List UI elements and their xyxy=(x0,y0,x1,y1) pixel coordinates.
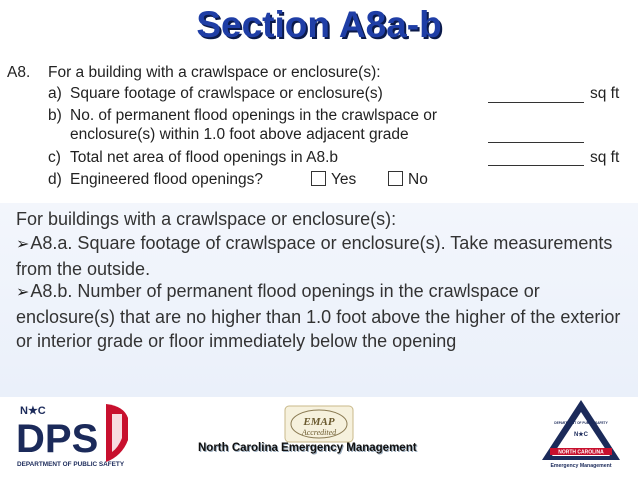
form-item-d-letter: d) xyxy=(48,171,62,188)
bullet-a8b xyxy=(16,279,631,353)
emap-accredited-logo xyxy=(284,405,354,443)
bullet-a8a-text: A8.a. Square footage of crawlspace or enclosure(s). Take measurements from the outside. xyxy=(16,233,613,279)
slide-title: Section A8a-b xyxy=(196,4,442,45)
bullet-arrow-icon: ➢ xyxy=(16,236,30,253)
yes-checkbox[interactable] xyxy=(311,171,326,186)
form-number: A8. xyxy=(7,64,31,81)
dps-logo-state: N★C xyxy=(20,405,46,417)
form-excerpt xyxy=(0,58,638,198)
form-item-c-unit: sq ft xyxy=(590,149,620,166)
form-item-c-letter: c) xyxy=(48,149,61,166)
yes-option[interactable] xyxy=(311,171,356,189)
bullet-arrow-icon: ➢ xyxy=(16,284,30,301)
content-panel xyxy=(0,203,638,397)
triangle-logo-state: N★C xyxy=(573,432,589,438)
form-item-d-text: Engineered flood openings? xyxy=(70,171,264,188)
form-item-b-text-2: enclosure(s) within 1.0 foot above adjacent grade xyxy=(70,126,409,143)
no-label: No xyxy=(408,171,428,188)
footer-org-text: North Carolina Emergency Management xyxy=(198,442,417,454)
form-heading: For a building with a crawlspace or enclosure(s): xyxy=(48,64,381,81)
form-item-a-unit: sq ft xyxy=(590,85,620,102)
dps-logo-letters: DPS xyxy=(16,417,99,461)
nc-emergency-management-logo xyxy=(540,398,622,470)
no-checkbox[interactable] xyxy=(388,171,403,186)
triangle-logo-ring-text: DEPARTMENT OF PUBLIC SAFETY xyxy=(554,421,608,425)
dps-logo xyxy=(14,400,132,470)
form-item-a-line xyxy=(488,102,584,103)
bullet-a8a xyxy=(16,231,631,281)
form-item-a-letter: a) xyxy=(48,85,62,102)
form-item-c-line xyxy=(488,165,584,166)
emap-seal-subtitle: Accredited xyxy=(301,428,337,437)
bullet-a8b-text: A8.b. Number of permanent flood openings in the crawlspace or enclosure(s) that are no higher than 1.0 foot above the higher of the exterior or interior grade or floor immediately below the opening xyxy=(16,281,621,351)
dps-logo-subtitle: DEPARTMENT OF PUBLIC SAFETY xyxy=(17,461,125,468)
emap-seal-title: EMAP xyxy=(303,416,335,428)
yes-label: Yes xyxy=(331,171,357,188)
triangle-logo-band-text: NORTH CAROLINA xyxy=(558,449,604,456)
content-intro: For buildings with a crawlspace or enclosure(s): xyxy=(16,209,397,229)
form-item-b-letter: b) xyxy=(48,107,62,124)
triangle-logo-caption: Emergency Management xyxy=(550,463,612,469)
no-option[interactable] xyxy=(388,171,428,189)
form-item-b-line xyxy=(488,142,584,143)
form-item-a-text: Square footage of crawlspace or enclosure(s) xyxy=(70,85,383,102)
form-item-c-text: Total net area of flood openings in A8.b xyxy=(70,149,339,166)
form-item-b-text-1: No. of permanent flood openings in the crawlspace or xyxy=(70,107,438,124)
